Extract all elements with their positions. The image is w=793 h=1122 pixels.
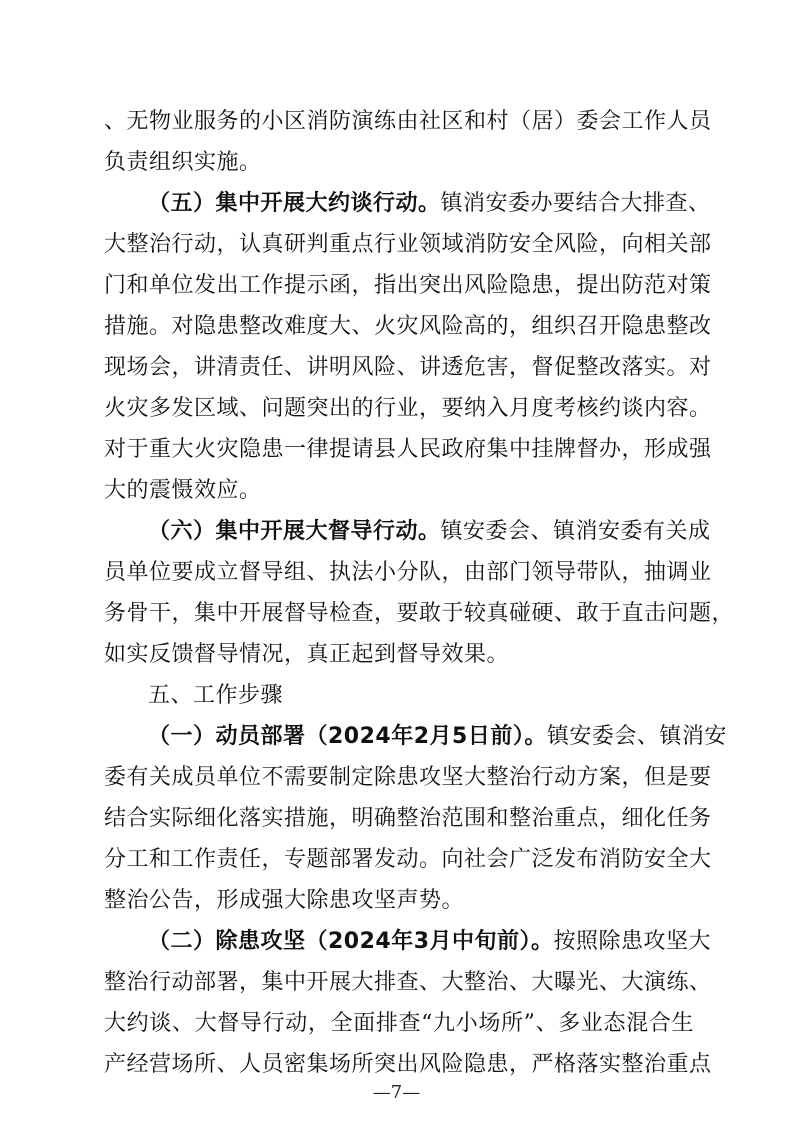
body-line: 大整治行动，认真研判重点行业领域消防安全风险，向相关部 (104, 232, 712, 257)
body-line: 结合实际细化落实措施，明确整治范围和整治重点，细化任务 (104, 806, 712, 831)
body-line: 现场会，讲清责任、讲明风险、讲透危害，督促整改落实。对 (104, 355, 712, 380)
section-heading: （一）动员部署（2024年2月5日前）。 (148, 724, 547, 749)
paragraph-first-line (148, 184, 711, 224)
body-text: 按照除患攻坚大 (553, 929, 712, 954)
body-line: 大约谈、大督导行动，全面排查“九小场所”、多业态混合生 (104, 1011, 694, 1036)
body-line: 门和单位发出工作提示函，指出突出风险隐患，提出防范对策 (104, 273, 712, 298)
body-text: 镇安委会、镇消安委有关成 (440, 519, 711, 544)
paragraph-first-line (148, 922, 712, 962)
body-line: 产经营场所、人员密集场所突出风险隐患，严格落实整治重点 (104, 1052, 712, 1077)
body-line: 分工和工作责任，专题部署发动。向社会广泛发布消防安全大 (104, 847, 712, 872)
body-line: 、无物业服务的小区消防演练由社区和村（居）委会工作人员 (104, 109, 712, 134)
body-line: 如实反馈督导情况，真正起到督导效果。 (104, 642, 510, 667)
section-heading: （六）集中开展大督导行动。 (148, 519, 441, 544)
page-number: —7— (372, 1082, 421, 1103)
paragraph-first-line (148, 512, 711, 552)
body-line: 员单位要成立督导组、执法小分队，由部门领导带队，抽调业 (104, 560, 712, 585)
body-text: 镇安委会、镇消安 (546, 724, 727, 749)
section-heading: （二）除患攻坚（2024年3月中旬前）。 (148, 929, 554, 954)
body-line: 火灾多发区域、问题突出的行业，要纳入月度考核约谈内容。 (104, 396, 712, 421)
body-line: 委有关成员单位不需要制定除患攻坚大整治行动方案，但是要 (104, 765, 712, 790)
section-title-text: 五、工作步骤 (148, 683, 284, 708)
body-line: 措施。对隐患整改难度大、火灾风险高的，组织召开隐患整改 (104, 314, 712, 339)
section-title (148, 676, 694, 716)
body-line: 整治行动部署，集中开展大排查、大整治、大曝光、大演练、 (104, 970, 712, 995)
body-text: 镇消安委办要结合大排查、 (440, 191, 711, 216)
body-line: 对于重大火灾隐患一律提请县人民政府集中挂牌督办，形成强 (104, 437, 712, 462)
body-line: 负责组织实施。 (104, 150, 262, 175)
body-line: 大的震慑效应。 (104, 478, 262, 503)
body-line: 务骨干，集中开展督导检查，要敢于较真碰硬、敢于直击问题， (104, 601, 735, 626)
section-heading: （五）集中开展大约谈行动。 (148, 191, 441, 216)
body-line: 整治公告，形成强大除患攻坚声势。 (104, 888, 465, 913)
paragraph-first-line (148, 717, 727, 757)
